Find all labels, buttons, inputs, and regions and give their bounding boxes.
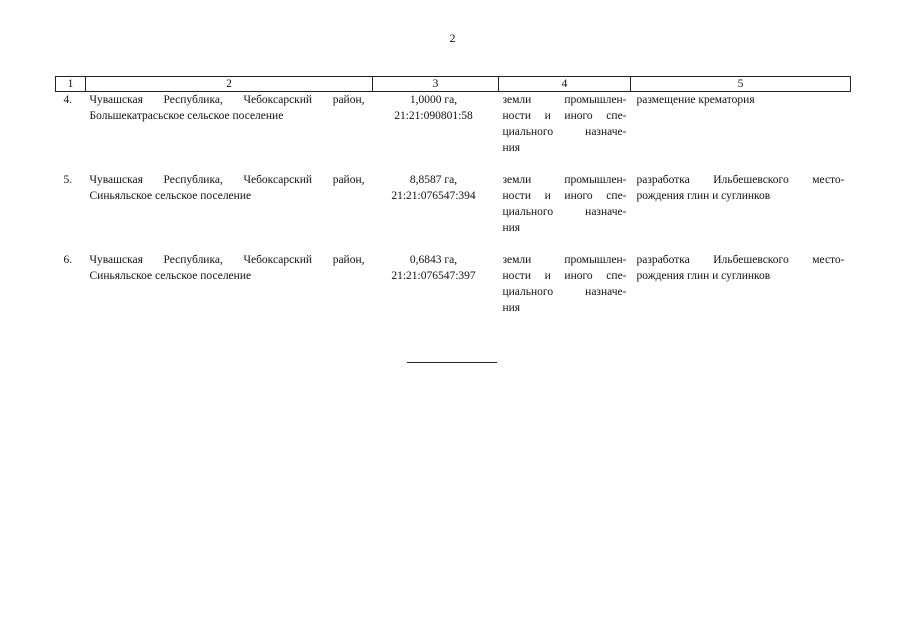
row-number: 6. [63, 254, 73, 266]
land-category-cell [499, 172, 631, 252]
land-plots-table [55, 76, 851, 332]
area-value: 1,0000 га, [409, 94, 458, 106]
column-header-2: 2 [86, 77, 373, 92]
land-category-cell [499, 252, 631, 332]
location-cell [86, 172, 373, 252]
category-line: земли промышлен- [502, 174, 627, 186]
cadastral-number: 21:21:090801:58 [394, 110, 473, 122]
purpose-cell [631, 172, 851, 252]
purpose-line: размещение крематория [636, 94, 755, 106]
table-row [56, 252, 851, 332]
category-line: циального назначе- [502, 286, 627, 298]
column-header-1: 1 [56, 77, 86, 92]
purpose-line: рождения глин и суглинков [636, 190, 771, 202]
column-header-3: 3 [373, 77, 499, 92]
land-category-cell [499, 92, 631, 173]
category-line: ности и иного спе- [502, 190, 627, 202]
area-cadastral-cell [373, 172, 499, 252]
category-line: ности и иного спе- [502, 110, 627, 122]
category-line: циального назначе- [502, 206, 627, 218]
area-cadastral-cell [373, 92, 499, 173]
location-line: Синьяльское сельское поселение [89, 270, 252, 282]
area-cadastral-cell [373, 252, 499, 332]
category-line: земли промышлен- [502, 94, 627, 106]
location-cell [86, 252, 373, 332]
location-line: Чувашская Республика, Чебоксарский район, [89, 174, 365, 186]
category-line: ности и иного спе- [502, 270, 627, 282]
row-number: 4. [63, 94, 73, 106]
category-line: ния [502, 222, 521, 234]
end-of-document-rule [407, 362, 497, 363]
purpose-cell [631, 92, 851, 173]
area-value: 8,8587 га, [409, 174, 458, 186]
category-line: ния [502, 302, 521, 314]
table-row [56, 172, 851, 252]
purpose-line: разработка Ильбешевского место- [636, 174, 845, 186]
purpose-cell [631, 252, 851, 332]
category-line: земли промышлен- [502, 254, 627, 266]
table-header-row [56, 77, 851, 92]
row-number: 5. [63, 174, 73, 186]
purpose-line: разработка Ильбешевского место- [636, 254, 845, 266]
column-header-5: 5 [631, 77, 851, 92]
purpose-line: рождения глин и суглинков [636, 270, 771, 282]
area-value: 0,6843 га, [409, 254, 458, 266]
cadastral-number: 21:21:076547:397 [391, 270, 476, 282]
column-header-4: 4 [499, 77, 631, 92]
category-line: циального назначе- [502, 126, 627, 138]
table-row [56, 92, 851, 173]
category-line: ния [502, 142, 521, 154]
page-number: 2 [449, 31, 456, 45]
location-line: Большекатрасьское сельское поселение [89, 110, 284, 122]
cadastral-number: 21:21:076547:394 [391, 190, 476, 202]
location-line: Чувашская Республика, Чебоксарский район, [89, 94, 365, 106]
location-cell [86, 92, 373, 173]
location-line: Чувашская Республика, Чебоксарский район, [89, 254, 365, 266]
location-line: Синьяльское сельское поселение [89, 190, 252, 202]
